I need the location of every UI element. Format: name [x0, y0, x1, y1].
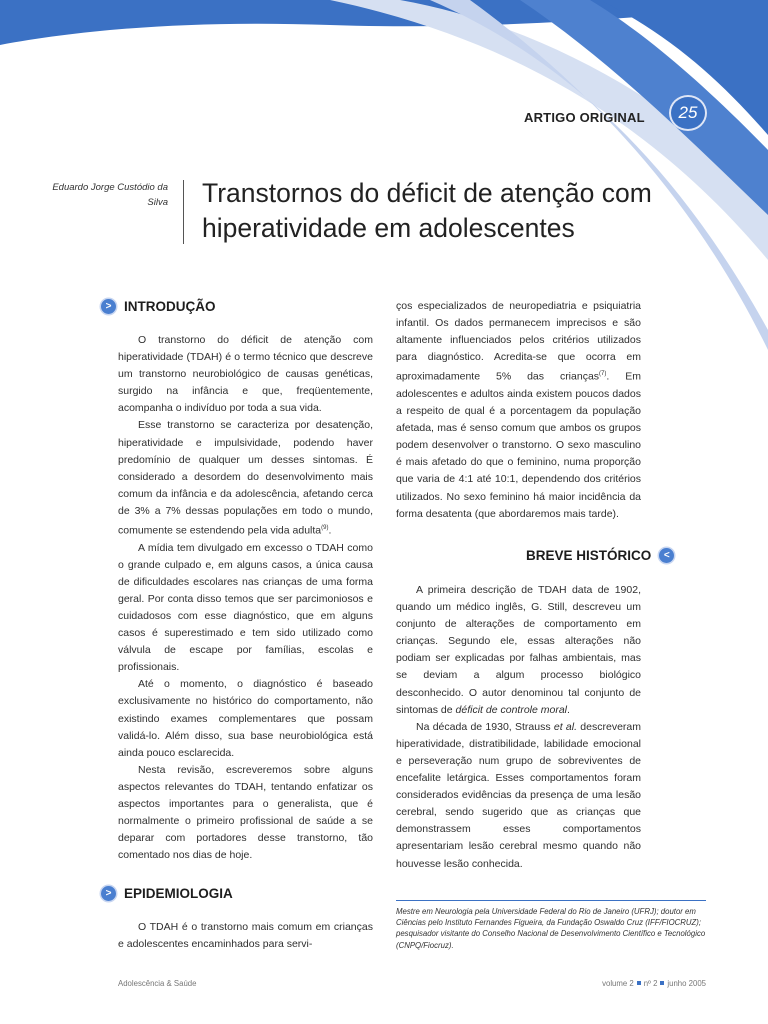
reference-marker: (9) — [321, 525, 329, 532]
intro-heading — [101, 299, 216, 314]
epidemiology-body-start — [118, 919, 373, 953]
chevron-right-icon: > — [101, 886, 116, 901]
intro-body — [118, 332, 373, 864]
history-heading-text: BREVE HISTÓRICO — [526, 548, 652, 563]
journal-name: Adolescência & Saúde — [118, 979, 197, 988]
volume: volume 2 — [602, 979, 634, 988]
intro-paragraph: O transtorno do déficit de atenção com hiperatividade (TDAH) é o termo técnico que descreve um transtorno neurobiológico de causas genéticas, surgido na infância e que, freqüentemente, acompanha o indivíduo por toda a sua vida. — [118, 334, 373, 415]
reference-marker: (7) — [599, 371, 607, 378]
history-body — [396, 582, 641, 873]
history-paragraph: Na década de 1930, Strauss et al. descreveram hiperatividade, distratibilidade, labilidade emocional e perseveração num grupo de sobreviventes de encefalite letárgica. Esses comportamentos foram considerados evidências da presença de uma lesão cerebral, sendo sugerido que as crianças que demonstrassem esses comportamentos apresentariam lesão cerebral mesmo quando não houvesse lesão conhecida. — [396, 720, 641, 870]
intro-heading-text: INTRODUÇÃO — [124, 299, 216, 314]
page-number: 25 — [671, 97, 705, 129]
intro-paragraph: Esse transtorno se caracteriza por desatenção, hiperatividade e impulsividade, podendo haver predomínio de qualquer um desses sintomas. É considerado a desordem do desenvolvimento mais comum da infância e da adolescência, afetando cerca de 3% a 7% dessas populações em todo o mundo, comumente se estendendo pela vida adulta$^{(9)}$. — [118, 419, 373, 537]
epidemiology-paragraph: ços especializados de neuropediatria e psiquiatria infantil. Os dados permanecem imprecisos e são altamente influenciados pelos critérios utilizados para diagnóstico. Acredita-se que ocorra em aproximadamente 5% das crianças$^{(7)}$. Em adolescentes e adultos ainda existem poucos dados a respeito de qual é a porcentagem da população afetada, mas é senso comum que ambos os grupos podem desenvolver o transtorno. O sexo masculino é mais afetado do que o feminino, numa proporção que varia de 4:1 até 10:1, dependendo dos critérios utilizados. No sexo feminino há maior incidência da forma desatenta (que abordaremos mais tarde). — [396, 300, 641, 520]
epidemiology-heading — [101, 886, 233, 901]
intro-paragraph: Nesta revisão, escreveremos sobre alguns aspectos relevantes do TDAH, tentando enfatizar os aspectos importantes para o generalista, que é normalmente o primeiro profissional de saúde a se deparar com portadores desse transtorno, tão comentado nos dias de hoje. — [118, 763, 373, 862]
intro-paragraph: Até o momento, o diagnóstico é baseado exclusivamente no histórico do comportamento, não existindo exames complementares que possam validá-lo. Além disso, sua base neurobiológica está ainda pouco esclarecida. — [118, 678, 373, 759]
epidemiology-body-continued — [396, 298, 641, 523]
title-divider — [183, 180, 184, 244]
section-label: ARTIGO ORIGINAL — [524, 110, 645, 125]
epidemiology-heading-text: EPIDEMIOLOGIA — [124, 886, 233, 901]
epidemiology-paragraph: O TDAH é o transtorno mais comum em crianças e adolescentes encaminhados para servi- — [118, 921, 373, 951]
article-title — [202, 176, 722, 246]
issue: nº 2 — [643, 979, 658, 988]
author-footnote: Mestre em Neurologia pela Universidade Federal do Rio de Janeiro (UFRJ); doutor em Ciências pelo Instituto Fernandes Figueira, da Fundação Oswaldo Cruz (IFF/FIOCRUZ); pesquisador visitante do Conselho Nacional de Desenvolvimento Científico e Tecnológico (CNPQ/Fiocruz). — [396, 907, 706, 950]
chevron-left-icon: < — [659, 548, 674, 563]
separator-square-icon — [637, 981, 641, 985]
author-name: Eduardo Jorge Custódio da Silva — [52, 182, 168, 208]
intro-paragraph: A mídia tem divulgado em excesso o TDAH como o grande culpado e, em alguns casos, a única causa de dificuldades escolares nas crianças de uma forma geral. Por conta disso temos que ser parcimoniosos e cuidadosos com esse diagnóstico, que em alguns casos é superestimado e tem sido utilizado como válvula de escape por famílias, escolas e profissionais. — [118, 541, 373, 674]
history-heading — [526, 548, 674, 563]
separator-square-icon — [660, 981, 664, 985]
title-line-2: hiperatividade em adolescentes — [202, 213, 575, 243]
footnote-divider — [396, 900, 706, 901]
history-paragraph: A primeira descrição de TDAH data de 1902, quando um médico inglês, G. Still, descreveu um conjunto de alterações de comportamento em crianças. Segundo ele, essas alterações não podiam ser explicadas por falhas ambientais, mas se deviam a algum processo biológico desconhecido. O autor denominou tal conjunto de sintomas de déficit de controle moral. — [396, 584, 641, 716]
issue-info — [560, 979, 706, 988]
date: junho 2005 — [667, 979, 706, 988]
title-line-1: Transtornos do déficit de atenção com — [202, 178, 652, 208]
chevron-right-icon: > — [101, 299, 116, 314]
